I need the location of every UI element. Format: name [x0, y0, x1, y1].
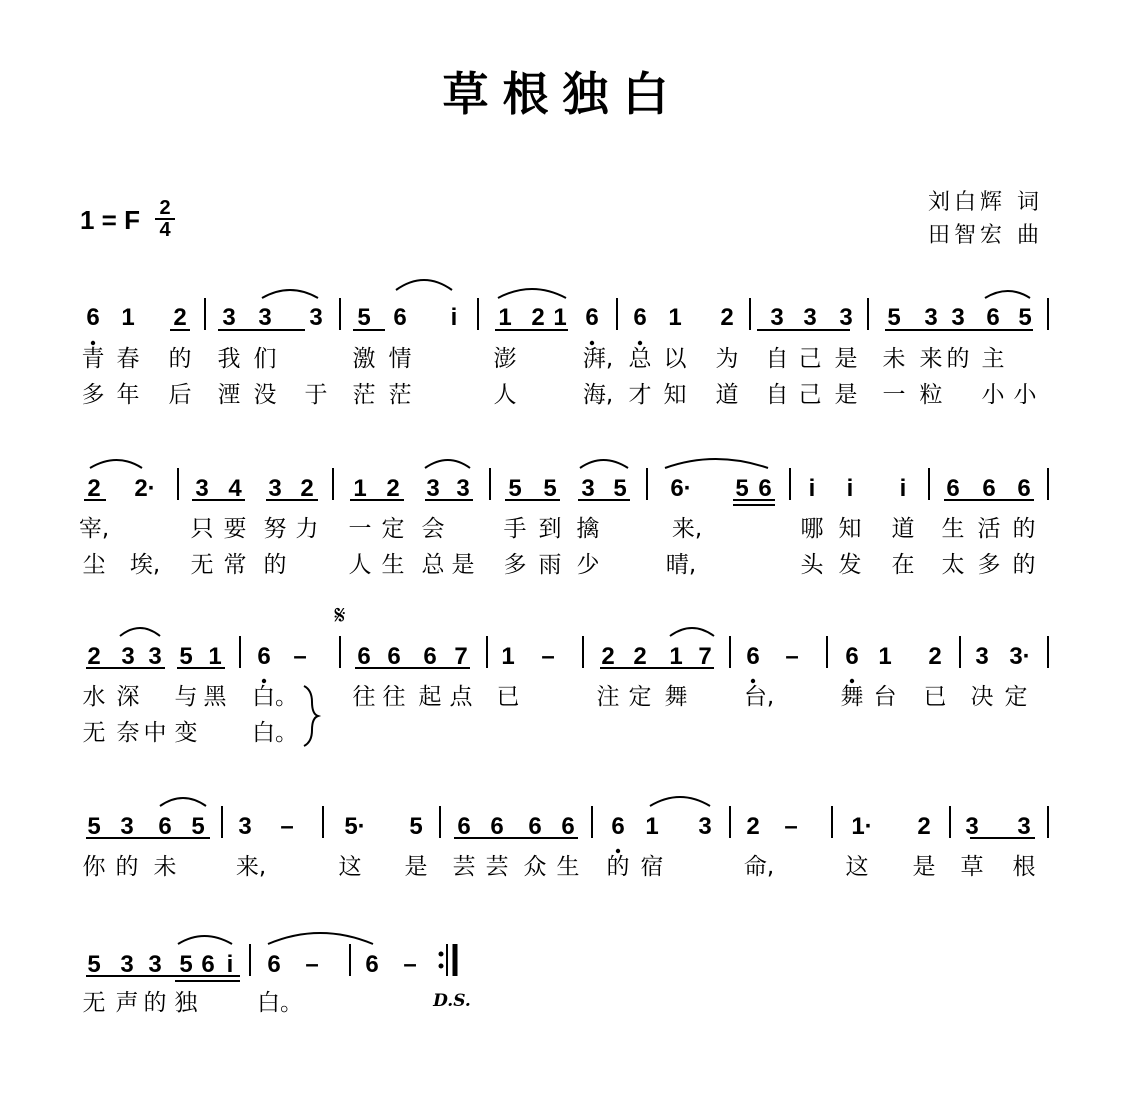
lyric: 激 [352, 346, 376, 372]
lyric: 白。 [252, 720, 298, 746]
note: – [293, 643, 307, 670]
note: 6 [986, 304, 1000, 331]
lyric: 定 [381, 516, 405, 542]
note: 5 [735, 475, 749, 502]
lyric: 定 [628, 684, 652, 710]
note: 2 [173, 304, 187, 331]
lyric: 的 [1012, 516, 1036, 542]
lyric: 深 [116, 684, 140, 710]
lyric: 才 [628, 382, 652, 408]
lyric: 无 [82, 720, 106, 746]
lyric: 自 [765, 346, 789, 372]
note: 3 [1017, 813, 1031, 840]
note: 5 [508, 475, 522, 502]
note: 6 [365, 951, 379, 978]
note: 6 [845, 643, 859, 670]
lyric: 知 [838, 516, 862, 542]
note: 6 [528, 813, 542, 840]
note: 3 [195, 475, 209, 502]
note: 2 [601, 643, 615, 670]
note: 7 [698, 643, 712, 670]
note: 5 [179, 643, 193, 670]
lyric: 往 [382, 684, 406, 710]
lyric: 总 [421, 552, 445, 578]
note: 3 [258, 304, 272, 331]
note: 3 [951, 304, 965, 331]
lyric: 宰, [78, 516, 110, 542]
note: 3 [770, 304, 784, 331]
note: 2 [633, 643, 647, 670]
note: 5 [87, 951, 101, 978]
note: 2 [87, 475, 101, 502]
note: – [280, 813, 294, 840]
lyric: 无 [190, 552, 214, 578]
lyric: 我 [217, 346, 241, 372]
lyric: 生 [381, 552, 405, 578]
note: i [846, 475, 854, 502]
lyric: 决 [970, 684, 994, 710]
note: 3 [222, 304, 236, 331]
note: 3 [238, 813, 252, 840]
note: 5 [1018, 304, 1032, 331]
lyric: 澎 [493, 346, 517, 372]
note: 5· [344, 813, 366, 840]
lyric: 后 [168, 382, 192, 408]
lyric: 晴, [665, 552, 697, 578]
note: 6 [393, 304, 407, 331]
lyric: 已 [923, 684, 947, 710]
note: 1 [553, 304, 567, 331]
lyric: 的 [946, 346, 970, 372]
note: 2· [134, 475, 156, 502]
lyric: 在 [891, 552, 915, 578]
lyric: 芸 [452, 854, 476, 880]
note: 3 [268, 475, 282, 502]
lyric: 点 [449, 684, 473, 710]
note: 5 [613, 475, 627, 502]
note: 6 [982, 475, 996, 502]
lyric: 湮 [217, 382, 241, 408]
lyric: 的 [143, 990, 167, 1016]
note: 2 [917, 813, 931, 840]
lyric: 埃, [129, 552, 161, 578]
lyric: 粒 [919, 382, 943, 408]
time-signature-top: 2 [155, 198, 175, 220]
lyric: 道 [891, 516, 915, 542]
note: i [226, 951, 234, 978]
note: 3 [965, 813, 979, 840]
lyric: 的 [115, 854, 139, 880]
note: 1 [668, 304, 682, 331]
lyric: 多 [503, 552, 527, 578]
lyric: 情 [388, 346, 412, 372]
note: 7 [454, 643, 468, 670]
lyric: 一 [348, 516, 372, 542]
note: 5 [191, 813, 205, 840]
note: 6 [257, 643, 271, 670]
lyric: 茫 [352, 382, 376, 408]
note: 6 [758, 475, 772, 502]
note: 6 [423, 643, 437, 670]
note: 6 [457, 813, 471, 840]
lyric: 力 [295, 516, 319, 542]
lyric: 没 [253, 382, 277, 408]
lyric: 起 [418, 684, 442, 710]
lyric: 头 [800, 552, 824, 578]
lyric: 只 [190, 516, 214, 542]
lyric: 人 [493, 382, 517, 408]
note: 2 [928, 643, 942, 670]
note: 3 [924, 304, 938, 331]
lyric: 少 [576, 552, 600, 578]
lyric: 小 [981, 382, 1005, 408]
note: 1 [498, 304, 512, 331]
lyric: 人 [348, 552, 372, 578]
note: 6 [1017, 475, 1031, 502]
lyric: 努 [263, 516, 287, 542]
note: 6 [633, 304, 647, 331]
note: i [899, 475, 907, 502]
lyric: 雨 [538, 552, 562, 578]
note: 3 [121, 643, 135, 670]
lyric: 要 [223, 516, 247, 542]
lyric: 这 [338, 854, 362, 880]
key-signature: 1 = F [80, 205, 140, 235]
lyric: 茫 [388, 382, 412, 408]
note: – [785, 643, 799, 670]
note: 2 [531, 304, 545, 331]
note: 4 [228, 475, 242, 502]
note: 6 [387, 643, 401, 670]
note: 5 [409, 813, 423, 840]
lyric: 到 [538, 516, 562, 542]
note: 1 [669, 643, 683, 670]
note: 6 [946, 475, 960, 502]
lyric: 知 [663, 382, 687, 408]
composer-credit: 田智宏 曲 [928, 223, 1043, 248]
note: 2 [87, 643, 101, 670]
lyric: 春 [116, 346, 140, 372]
note: 5 [87, 813, 101, 840]
note: 1· [851, 813, 873, 840]
dal-segno-mark: D.S. [433, 991, 471, 1011]
note: 5 [543, 475, 557, 502]
lyric: 手 [503, 516, 527, 542]
note: 2 [300, 475, 314, 502]
lyric: 活 [977, 516, 1001, 542]
lyric: 常 [223, 552, 247, 578]
note: i [450, 304, 458, 331]
lyric: 青 [81, 346, 105, 372]
lyric: 的 [606, 854, 630, 880]
lyric: 与 [174, 684, 198, 710]
lyric: 黑 [203, 684, 227, 710]
lyric: 一 [882, 382, 906, 408]
lyric: 来, [671, 516, 703, 542]
lyric: 多 [977, 552, 1001, 578]
lyric: 多 [81, 382, 105, 408]
note: 1 [501, 643, 515, 670]
note: 6 [267, 951, 281, 978]
note: 6 [585, 304, 599, 331]
note: 5 [179, 951, 193, 978]
lyric: 白。 [257, 990, 303, 1016]
lyric: 水 [82, 684, 106, 710]
note: 6 [158, 813, 172, 840]
lyric: 的 [263, 552, 287, 578]
note: 3 [120, 813, 134, 840]
lyric: 发 [838, 552, 862, 578]
lyric: 草 [960, 854, 984, 880]
note: 5 [357, 304, 371, 331]
note: 6 [201, 951, 215, 978]
lyric: 是 [404, 854, 428, 880]
lyric: 己 [798, 382, 822, 408]
lyric: 太 [941, 552, 965, 578]
lyric: 己 [798, 346, 822, 372]
song-title: 草根独白 [442, 67, 683, 121]
note: 3 [426, 475, 440, 502]
note: – [403, 951, 417, 978]
lyric: 海, [582, 382, 614, 408]
note: 3 [581, 475, 595, 502]
lyric: 来, [235, 854, 267, 880]
lyric: 奈 [116, 720, 140, 746]
lyric: 的 [1012, 552, 1036, 578]
lyric: 尘 [82, 552, 106, 578]
lyric: 独 [174, 990, 198, 1016]
note: 3· [1009, 643, 1031, 670]
lyric: 是 [834, 382, 858, 408]
note: i [808, 475, 816, 502]
note: – [541, 643, 555, 670]
lyric: 注 [596, 684, 620, 710]
lyric: 芸 [485, 854, 509, 880]
lyric: 众 [523, 854, 547, 880]
note: 6 [746, 643, 760, 670]
note: 1 [121, 304, 135, 331]
lyric: 这 [845, 854, 869, 880]
note: 6· [670, 475, 692, 502]
note: 3 [456, 475, 470, 502]
time-signature-bottom: 4 [159, 219, 171, 241]
lyric: 年 [116, 382, 140, 408]
lyric: 以 [663, 346, 687, 372]
note: 3 [309, 304, 323, 331]
lyric: 们 [253, 346, 277, 372]
note: 3 [803, 304, 817, 331]
lyric: 来 [919, 346, 943, 372]
note: 5 [887, 304, 901, 331]
note: 3 [975, 643, 989, 670]
lyric: 的 [168, 346, 192, 372]
note: 6 [357, 643, 371, 670]
lyric: 白。 [252, 684, 298, 710]
lyric: 总 [628, 346, 652, 372]
note: 6 [561, 813, 575, 840]
lyric: 未 [153, 854, 177, 880]
note: 6 [86, 304, 100, 331]
note: 1 [208, 643, 222, 670]
lyric: 道 [715, 382, 739, 408]
note: 6 [490, 813, 504, 840]
note: 2 [386, 475, 400, 502]
lyric: 命, [743, 854, 775, 880]
note: 3 [839, 304, 853, 331]
note: 2 [746, 813, 760, 840]
lyric: 宿 [640, 854, 664, 880]
lyric: 舞 [664, 684, 688, 710]
lyric: 定 [1004, 684, 1028, 710]
lyric: 舞 [840, 684, 864, 710]
lyric: 生 [941, 516, 965, 542]
note: – [305, 951, 319, 978]
note: 3 [120, 951, 134, 978]
segno-mark: 𝄋 [334, 601, 346, 631]
note: – [784, 813, 798, 840]
lyric: 无 [82, 990, 106, 1016]
lyric: 哪 [800, 516, 824, 542]
lyric: 小 [1013, 382, 1037, 408]
lyric: 你 [82, 854, 106, 880]
lyric: 是 [834, 346, 858, 372]
note: 6 [611, 813, 625, 840]
lyric: 擒 [576, 516, 600, 542]
note: 3 [148, 951, 162, 978]
note: 3 [148, 643, 162, 670]
lyric: 台 [873, 684, 897, 710]
lyric: 是 [912, 854, 936, 880]
lyric: 主 [981, 346, 1005, 372]
note: 1 [645, 813, 659, 840]
lyric: 于 [304, 382, 328, 408]
note: 2 [720, 304, 734, 331]
lyric: 为 [715, 346, 739, 372]
lyric: 声 [115, 990, 139, 1016]
lyric: 已 [496, 684, 520, 710]
lyric: 湃, [582, 346, 614, 372]
lyricist-credit: 刘白辉 词 [928, 190, 1043, 215]
lyric: 台, [743, 684, 775, 710]
lyric: 未 [882, 346, 906, 372]
lyric: 往 [352, 684, 376, 710]
note: 1 [353, 475, 367, 502]
lyric: 是 [451, 552, 475, 578]
lyric: 生 [556, 854, 580, 880]
lyric: 会 [421, 516, 445, 542]
note: 3 [698, 813, 712, 840]
note: 1 [878, 643, 892, 670]
lyric: 变 [174, 720, 198, 746]
lyric: 根 [1012, 854, 1036, 880]
lyric: 中 [143, 720, 167, 746]
lyric: 自 [765, 382, 789, 408]
